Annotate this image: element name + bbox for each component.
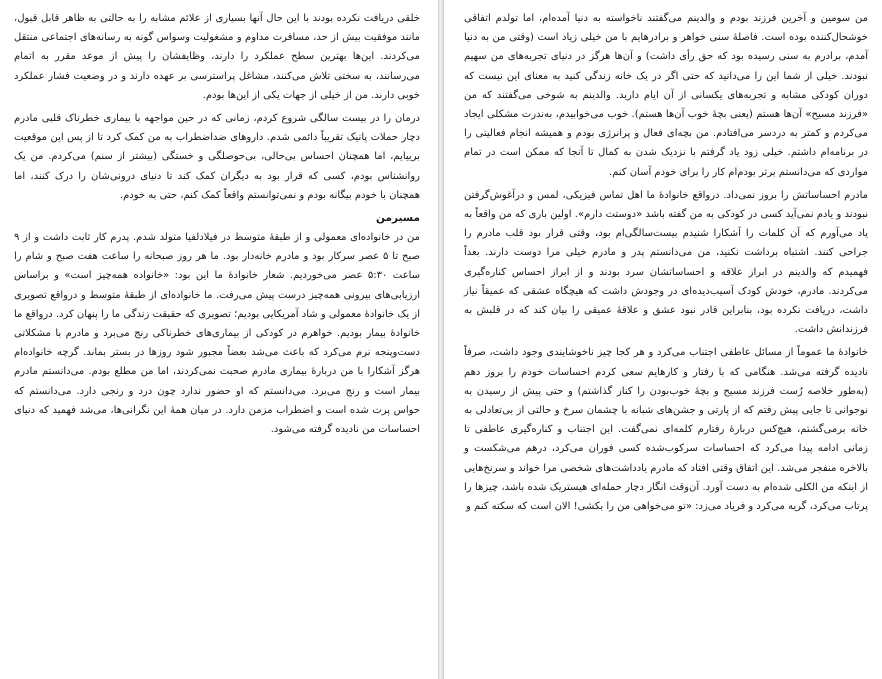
paragraph: من در خانواده‌ای معمولی و از طبقهٔ متوسط در فیلادلفیا متولد شدم. پدرم کار ثابت داشت و از ۹ صبح تا ۵ عصر سرکار بود و مادرم خانه‌دار بود. ما هر روز صبحانه را ساعت هفت صبح و شام را ساعت ۵:۳۰ عصر می‌خوردیم. شعار خانوادهٔ ما این بود: «خانواده همه‌چیز است» و براساس ارزیابی‌های بیرونی همه‌چیز درست پیش می‌رفت. ما خانواده‌ای از طبقهٔ متوسط و درواقع تصویری از یک خانوادهٔ معمولی و شاد آمریکایی بودیم؛ تصویری که حقیقت زندگی ما را پنهان کرد. درواقع ما خانوادهٔ بیمار بودیم. خواهرم در کودکی از بیماری‌های خطرناکی رنج می‌برد و مادرم با مشکلاتی دست‌وپنجه نرم می‌کرد که باعث می‌شد بعضاً مجبور شود روزها در بستر بماند. گرچه خانواده‌ام هرگز آشکارا با من دربارهٔ بیماری مادرم صحبت نمی‌کردند، اما من مطلع بودم. می‌دانستم مادرم بیمار است و رنج می‌برد. می‌دانستم که او حضور ندارد چون درد و رنجی دارد. می‌دانستم که حواس پرت شده است و اضطراب مزمن دارد. در میان همهٔ این نگرانی‌ها، می‌شد فهمید که دنیای احساسات من نادیده گرفته می‌شود.: [14, 232, 421, 436]
left-page: [0, 0, 438, 679]
left-page-text: [14, 9, 420, 443]
paragraph: من سومین و آخرین فرزند بودم و والدینم می‌گفتند ناخواسته به دنیا آمده‌ام، اما تولدم اتفاقی خوشحال‌کننده بوده است. فاصلهٔ سنی خواهر و برادرهایم با من خیلی زیاد است (وقتی من به دنیا آمدم، برادرم به سنی رسیده بود که حق رأی داشت) و آن‌ها هرگز در دنیای تجربه‌های من سهیم نبودند. خیلی از شما این را می‌دانید که حتی اگر در یک خانه زندگی کنید به معنای این نیست که دوران کودکی مشابه و تجربه‌های یکسانی از آن ایام دارید. والدینم به شوخی می‌گفتند که من «فرزند مسیح» آن‌ها هستم (یعنی بچهٔ خوب آن‌ها هستم). خوب می‌خوابیدم، به‌ندرت مشکلی ایجاد می‌کردم و کمتر به دردسر می‌افتادم. من بچه‌ای فعال و پرانرژی بودم و همیشه انجام فعالیتی را در برنامه‌ام داشتم. خیلی زود یاد گرفتم با نزدیک شدن به کمال تا آنجا که ممکن است در تمام مواردی که می‌دانستم برتر بودم‌ام کار را برای خودم آسان کنم.: [464, 13, 868, 178]
right-page-text: [464, 9, 868, 520]
right-page: [444, 0, 882, 679]
paragraph: خانوادهٔ ما عموماً از مسائل عاطفی اجتناب می‌کرد و هر کجا چیز ناخوشایندی وجود داشت، صرفاً نادیده گرفته می‌شد. هنگامی که با رفتار و کارهایم سعی کردم احساسات خودم را بروز دهم (به‌طور خلاصه رُست فرزند مسیح و بچهٔ خوب‌بودن را کنار گذاشتم) و حتی پیش از رسیدن به نوجوانی تا جایی پیش رفتم که از پارتی و جشن‌های شبانه با چشمان سرخ و حالتی از بی‌تعادلی به خانه برمی‌گشتم، هیچ‌کس دربارهٔ رفتارم کلمه‌ای نمی‌گفت. این اجتناب و کناره‌گیری عاطفی تا زمانی ادامه پیدا می‌کرد که احساسات سرکوب‌شده کسی فوران می‌کرد، درهم می‌شکست و بالاخره منفجر می‌شد. این اتفاق وقتی افتاد که مادرم یادداشت‌های شخصی مرا خواند و سرنخ‌هایی از اینکه من الکلی شده‌ام به دست آورد. آن‌وقت انگار دچار حمله‌ای هیستریک شده باشد، چیزها را پرتاب می‌کرد، گریه می‌کرد و فریاد می‌زد: «تو می‌خواهی من را بکشی! الان است که سکته کنم و: [464, 347, 868, 513]
section-heading: مسیرمن: [376, 212, 420, 225]
paragraph: درمان را در بیست سالگی شروع کردم، زمانی که در حین مواجهه با بیماری خطرناک قلبی مادرم دچار حملات پانیک تقریباً دائمی شدم. داروهای ضداضطراب به من کمک کرد تا از پس این موقعیت برییایم، اما همچنان احساس بی‌حالی، بی‌حوصلگی و خستگی (بیشتر از سنم) می‌کردم. من یک روانشناس بودم، کسی که قرار بود به دیگران کمک کند تا دنیای درونی‌شان را درک کنند، اما همچنان با خودم بیگانه بودم و نمی‌توانستم واقعاً کمک کنم، حتی به خودم.: [14, 113, 420, 201]
paragraph: مادرم احساساتش را بروز نمی‌داد. درواقع خانوادهٔ ما اهل تماس فیزیکی، لمس و درآغوش‌گرفتن نبودند و یادم نمی‌آید کسی در کودکی به من گفته باشد «دوستت دارم». اولین باری که من واقعاً به یاد می‌آورم که آن کلمات را آشکارا شنیدم بیست‌سالگی‌ام بود، وقتی قرار بود قلب مادرم را جراحی کنند. اشتباه برداشت نکنید، من می‌دانستم پدر و مادرم خیلی مرا دوست دارند. بعداً فهمیدم که والدینم در ابراز علاقه و احساساتشان سرد بودند و از ابراز احساس کناره‌گیری می‌کردند. مادرم، خودش کودک آسیب‌دیده‌ای در وجودش داشت که هیچگاه عشقی که عمیقاً نیاز داشت، دریافت نکرده بود، بنابراین قادر نبود عشق و علاقهٔ عمیقی را بیان کند که در قلبش به فرزندانش داشت.: [464, 189, 868, 336]
paragraph: خلقی دریافت نکرده بودند با این حال آنها بسیاری از علائم مشابه را به حالتی به ظاهر قابل قبول، مانند موفقیت بیش از حد، مسافرت مداوم و مشغولیت وسواس گونه به رسانه‌های اجتماعی منتقل می‌کردند. این‌ها بهترین سطح عملکرد را دارند، وظایفشان را پیش از موعد مقرر به اتمام می‌رسانند، به سختی تلاش می‌کنند، مشاغل پراسترسی بر عهده دارند و در وضعیت فشار عملکرد خوبی دارند. من از خیلی از جهات یکی از این‌ها بودم.: [14, 13, 420, 101]
